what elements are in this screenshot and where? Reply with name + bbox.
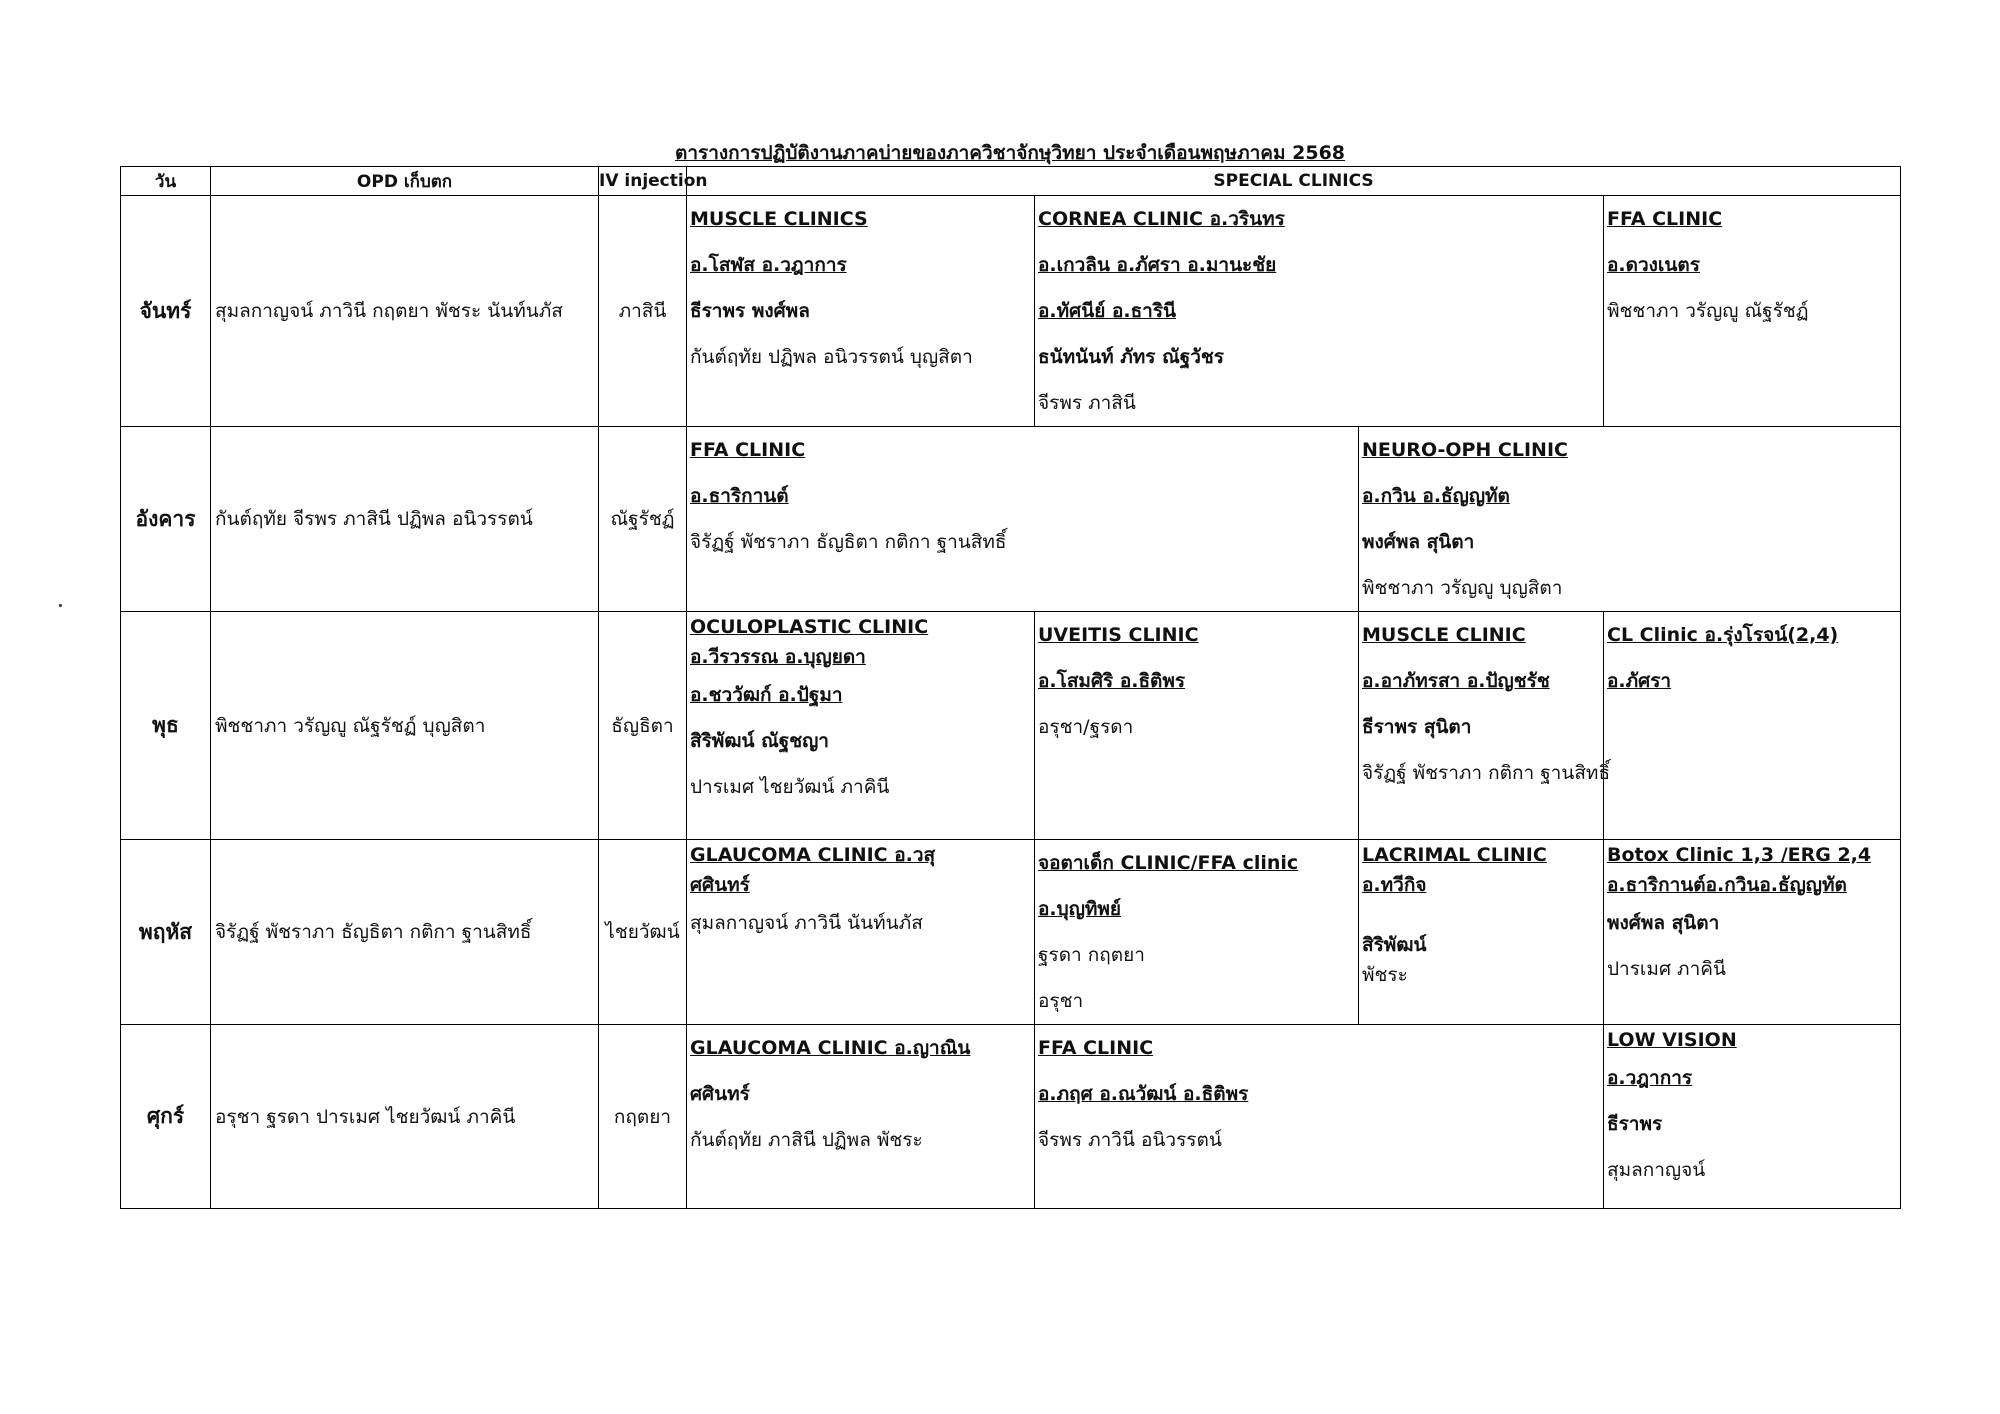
clinic-staff: อ.อาภัทรสา อ.ปัญชรัช <box>1362 670 1550 692</box>
clinic-staff: อ.วฎาการ <box>1607 1067 1693 1089</box>
header-row <box>121 167 1901 196</box>
clinic-cell <box>1604 1025 1901 1209</box>
clinic-title: LOW VISION <box>1607 1029 1737 1051</box>
clinic-title: FFA CLINIC <box>1607 208 1723 230</box>
clinic-cell <box>1359 840 1604 1025</box>
clinic-students: พิชชาภา วรัญญู บุญสิตา <box>1362 577 1563 599</box>
clinic-title: MUSCLE CLINICS <box>690 208 868 230</box>
opd-cell: พิชชาภา วรัญญู ณัฐรัชฏ์ บุญสิตา <box>211 612 599 840</box>
clinic-students: จิรัฏฐ์ พัชราภา ธัญธิตา กติกา ฐานสิทธิ์ <box>690 531 1007 553</box>
header-special: SPECIAL CLINICS <box>687 167 1901 196</box>
clinic-residents: ธีราพร สุนิตา <box>1362 716 1472 738</box>
header-opd: OPD เก็บตก <box>211 167 599 196</box>
clinic-cell <box>687 196 1035 427</box>
clinic-staff: ศศินทร์ <box>690 1083 750 1105</box>
clinic-students: พิชชาภา วรัญญู ณัฐรัชฏ์ <box>1607 300 1809 322</box>
clinic-cell <box>687 840 1035 1025</box>
clinic-cell <box>1035 196 1604 427</box>
day-cell: พฤหัส <box>121 840 211 1025</box>
clinic-title: CORNEA CLINIC อ.วรินทร <box>1038 208 1285 230</box>
ivi-cell: กฤตยา <box>599 1025 687 1209</box>
clinic-students: กันต์ฤทัย ปฏิพล อนิวรรตน์ บุญสิตา <box>690 346 973 368</box>
clinic-staff: อ.โสฬส อ.วฎาการ <box>690 254 847 276</box>
clinic-students: ปารเมศ ไชยวัฒน์ ภาคินี <box>690 776 890 798</box>
opd-cell: กันต์ฤทัย จีรพร ภาสินี ปฏิพล อนิวรรตน์ <box>211 427 599 612</box>
clinic-residents: สิริพัฒน์ <box>1362 934 1427 956</box>
ivi-cell: ไชยวัฒน์ <box>599 840 687 1025</box>
clinic-cell <box>687 1025 1035 1209</box>
clinic-cell <box>687 612 1035 840</box>
clinic-students: ปารเมศ ภาคินี <box>1607 958 1726 980</box>
clinic-staff: อ.ทัศนีย์ อ.ธารินี <box>1038 300 1177 322</box>
clinic-cell <box>1035 840 1359 1025</box>
page-title: ตารางการปฏิบัติงานภาคบ่ายของภาควิชาจักษุวิทยา ประจำเดือนพฤษภาคม 2568 <box>674 142 1346 164</box>
opd-cell: จิรัฏฐ์ พัชราภา ธัญธิตา กติกา ฐานสิทธิ์ <box>211 840 599 1025</box>
day-cell: จันทร์ <box>121 196 211 427</box>
clinic-cell <box>1604 840 1901 1025</box>
clinic-title: MUSCLE CLINIC <box>1362 624 1526 646</box>
opd-cell: อรุชา ฐรดา ปารเมศ ไชยวัฒน์ ภาคินี <box>211 1025 599 1209</box>
clinic-staff: อ.ทวีกิจ <box>1362 874 1427 896</box>
header-day: วัน <box>121 167 211 196</box>
clinic-students: จิรัฏฐ์ พัชราภา กติกา ฐานสิทธิ์ <box>1362 762 1611 784</box>
schedule-table <box>120 166 1901 1209</box>
clinic-students: กันต์ฤทัย ภาสินี ปฏิพล พัชระ <box>690 1129 923 1151</box>
clinic-staff: อ.วีรวรรณ อ.บุญยดา <box>690 646 866 668</box>
clinic-cell <box>1359 427 1901 612</box>
clinic-staff: อ.ธาริกานต์ <box>690 485 789 507</box>
clinic-students: จีรพร ภาสินี <box>1038 392 1136 414</box>
table-row <box>121 1025 1901 1209</box>
clinic-residents: พงศ์พล สุนิตา <box>1362 531 1475 553</box>
clinic-title: FFA CLINIC <box>1038 1037 1154 1059</box>
clinic-title: จอตาเด็ก CLINIC/FFA clinic <box>1038 852 1299 874</box>
clinic-residents: พงศ์พล สุนิตา <box>1607 912 1720 934</box>
clinic-cell <box>1035 612 1359 840</box>
clinic-students: สุมลกาญจน์ ภาวินี นันท์นภัส <box>690 912 923 934</box>
clinic-students: สุมลกาญจน์ <box>1607 1159 1706 1181</box>
clinic-title: FFA CLINIC <box>690 439 806 461</box>
table-row <box>121 612 1901 840</box>
clinic-cell <box>1604 612 1901 840</box>
clinic-staff: อ.ธาริกานต์อ.กวินอ.ธัญญทัต <box>1607 874 1847 896</box>
clinic-staff: อ.กวิน อ.ธัญญทัต <box>1362 485 1510 507</box>
clinic-cell <box>687 427 1359 612</box>
clinic-title: NEURO-OPH CLINIC <box>1362 439 1568 461</box>
clinic-residents: ธีราพร <box>1607 1113 1663 1135</box>
clinic-title: UVEITIS CLINIC <box>1038 624 1199 646</box>
clinic-gap <box>1359 900 1603 930</box>
clinic-staff: อ.บุญทิพย์ <box>1038 898 1122 920</box>
clinic-staff: อ.ดวงเนตร <box>1607 254 1700 276</box>
clinic-staff: ศศินทร์ <box>690 874 750 896</box>
ivi-cell: ณัฐรัชฏ์ <box>599 427 687 612</box>
clinic-cell <box>1604 196 1901 427</box>
clinic-staff: อ.เกวลิน อ.ภัศรา อ.มานะชัย <box>1038 254 1277 276</box>
ivi-cell: ธัญธิตา <box>599 612 687 840</box>
clinic-title: GLAUCOMA CLINIC อ.ญาณิน <box>690 1037 971 1059</box>
table-row <box>121 840 1901 1025</box>
clinic-cell <box>1359 612 1611 840</box>
stray-mark <box>59 604 62 607</box>
clinic-staff: อ.โสมศิริ อ.ธิติพร <box>1038 670 1186 692</box>
clinic-title: GLAUCOMA CLINIC อ.วสุ <box>690 844 936 866</box>
clinic-students: ฐรดา กฤตยา <box>1038 944 1145 966</box>
clinic-cell <box>1035 1025 1604 1209</box>
day-cell: ศุกร์ <box>121 1025 211 1209</box>
clinic-title: CL Clinic อ.รุ่งโรจน์(2,4) <box>1607 624 1839 646</box>
clinic-title: Botox Clinic 1,3 /ERG 2,4 <box>1607 844 1872 866</box>
clinic-staff: อ.ภฤศ อ.ณวัฒน์ อ.ธิติพร <box>1038 1083 1249 1105</box>
clinic-title: LACRIMAL CLINIC <box>1362 844 1547 866</box>
clinic-students: อรุชา/ฐรดา <box>1038 716 1134 738</box>
clinic-residents: ธนัทนันท์ ภัทร ณัฐวัชร <box>1038 346 1224 368</box>
clinic-students: พัชระ <box>1362 964 1408 986</box>
table-row <box>121 427 1901 612</box>
table-row <box>121 196 1901 427</box>
clinic-residents: สิริพัฒน์ ณัฐชญา <box>690 730 829 752</box>
ivi-cell: ภาสินี <box>599 196 687 427</box>
day-cell: อังคาร <box>121 427 211 612</box>
clinic-students: อรุชา <box>1038 990 1084 1012</box>
clinic-students: จีรพร ภาวินี อนิวรรตน์ <box>1038 1129 1222 1151</box>
header-ivi: IV injection <box>599 167 687 196</box>
clinic-staff: อ.ชววัฒก์ อ.ปัฐมา <box>690 684 843 706</box>
clinic-staff: อ.ภัศรา <box>1607 670 1672 692</box>
day-cell: พุธ <box>121 612 211 840</box>
clinic-title: OCULOPLASTIC CLINIC <box>690 616 929 638</box>
clinic-residents: ธีราพร พงศ์พล <box>690 300 810 322</box>
opd-cell: สุมลกาญจน์ ภาวินี กฤตยา พัชระ นันท์นภัส <box>211 196 599 427</box>
